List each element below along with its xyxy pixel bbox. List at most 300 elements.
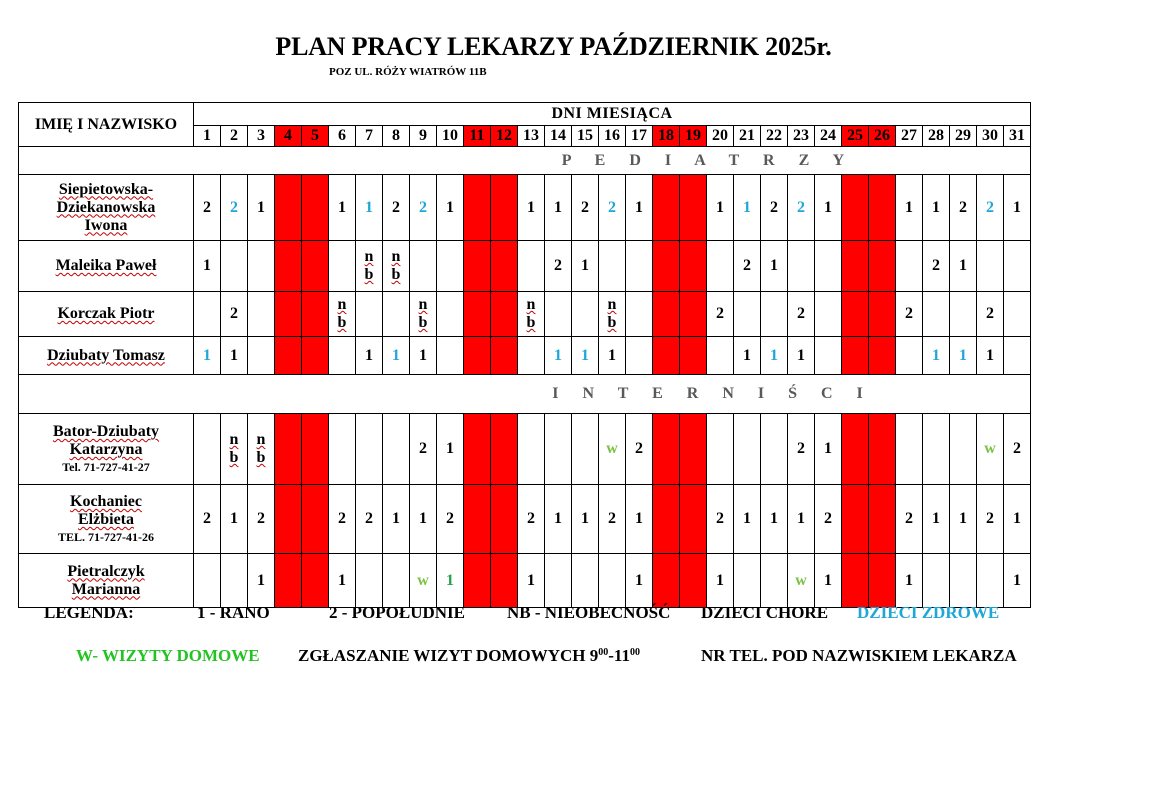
- shift-cell: [923, 175, 950, 241]
- shift-cell: [869, 292, 896, 337]
- doctor-row: [19, 337, 1031, 375]
- doctor-name-line: Dziubaty Tomasz: [47, 346, 165, 364]
- absence-letter-b: b: [607, 314, 617, 331]
- shift-cell: [383, 292, 410, 337]
- shift-cell: [410, 554, 437, 608]
- shift-cell: [275, 175, 302, 241]
- shift-cell: [464, 337, 491, 375]
- shift-value: 1: [203, 257, 211, 274]
- shift-cell: [950, 554, 977, 608]
- doctor-name-line: Katarzyna: [69, 441, 143, 458]
- day-number-7: 7: [356, 126, 383, 147]
- absence-letter-n: n: [229, 431, 239, 448]
- shift-value: 1: [770, 257, 778, 274]
- shift-cell: [545, 485, 572, 554]
- shift-cell: [248, 554, 275, 608]
- shift-cell: [1004, 337, 1031, 375]
- shift-value: 1: [932, 510, 940, 527]
- shift-cell: [761, 485, 788, 554]
- shift-cell: [410, 292, 437, 337]
- shift-cell: [734, 241, 761, 292]
- shift-cell: [1004, 241, 1031, 292]
- shift-cell: [518, 241, 545, 292]
- shift-cell: [788, 414, 815, 485]
- shift-cell: [923, 337, 950, 375]
- shift-cell: [356, 485, 383, 554]
- legend-row-2: [0, 646, 1152, 670]
- shift-cell: [977, 241, 1004, 292]
- shift-cell: [923, 554, 950, 608]
- day-number-13: 13: [518, 126, 545, 147]
- legend-sup-1: 00: [598, 647, 609, 658]
- day-number-15: 15: [572, 126, 599, 147]
- day-number-27: 27: [896, 126, 923, 147]
- shift-cell: [572, 337, 599, 375]
- shift-value: 1: [1013, 571, 1021, 589]
- shift-cell: [815, 175, 842, 241]
- shift-cell: [842, 241, 869, 292]
- shift-cell: [869, 241, 896, 292]
- shift-value: 1: [446, 440, 454, 457]
- shift-cell: [923, 485, 950, 554]
- shift-cell: [815, 292, 842, 337]
- name-column-header: IMIĘ I NAZWISKO: [19, 103, 194, 147]
- shift-cell: [626, 485, 653, 554]
- shift-cell: [437, 292, 464, 337]
- shift-cell: [410, 414, 437, 485]
- shift-value: w: [795, 571, 807, 589]
- doctor-name-line: Iwona: [84, 216, 128, 234]
- shift-cell: [383, 337, 410, 375]
- legend-zglaszanie-text: ZGŁASZANIE WIZYT DOMOWYCH 9: [298, 646, 599, 665]
- shift-value: 2: [986, 198, 994, 216]
- page-subtitle: POZ UL. RÓŻY WIATRÓW 11B: [329, 66, 487, 78]
- shift-cell: [491, 414, 518, 485]
- shift-cell: [329, 414, 356, 485]
- absence-letter-b: b: [256, 449, 266, 466]
- shift-cell: [815, 241, 842, 292]
- shift-value: 2: [770, 198, 778, 216]
- shift-cell: [626, 175, 653, 241]
- doctor-name: [19, 485, 194, 554]
- shift-cell: [734, 292, 761, 337]
- shift-cell: [410, 485, 437, 554]
- shift-cell: [545, 241, 572, 292]
- shift-cell: [221, 554, 248, 608]
- day-number-16: 16: [599, 126, 626, 147]
- day-number-19: 19: [680, 126, 707, 147]
- shift-cell: [896, 485, 923, 554]
- shift-cell: [410, 241, 437, 292]
- shift-cell: [491, 485, 518, 554]
- doctor-phone: TEL. 71-727-41-26: [58, 530, 154, 544]
- shift-cell: [464, 241, 491, 292]
- shift-cell: [437, 554, 464, 608]
- doctor-name: [19, 337, 194, 375]
- shift-cell: [572, 292, 599, 337]
- shift-value: 1: [743, 510, 751, 527]
- shift-cell: [302, 485, 329, 554]
- shift-value: 2: [716, 305, 724, 322]
- shift-cell: [356, 292, 383, 337]
- shift-cell: [950, 292, 977, 337]
- shift-cell: [194, 414, 221, 485]
- shift-cell: [626, 241, 653, 292]
- shift-cell: [194, 175, 221, 241]
- shift-cell: [626, 292, 653, 337]
- shift-cell: [572, 414, 599, 485]
- shift-cell: [761, 241, 788, 292]
- shift-cell: [356, 241, 383, 292]
- shift-value: 1: [824, 440, 832, 457]
- shift-cell: [950, 485, 977, 554]
- shift-cell: [599, 241, 626, 292]
- shift-cell: [221, 175, 248, 241]
- shift-cell: [572, 554, 599, 608]
- shift-cell: [626, 337, 653, 375]
- shift-cell: [383, 554, 410, 608]
- shift-cell: [923, 292, 950, 337]
- absence-mark: [329, 296, 355, 332]
- day-number-21: 21: [734, 126, 761, 147]
- shift-cell: [194, 554, 221, 608]
- shift-cell: [491, 175, 518, 241]
- legend-dzieci-zdrowe: DZIECI ZDROWE: [857, 603, 1000, 622]
- shift-cell: [383, 175, 410, 241]
- shift-cell: [950, 175, 977, 241]
- shift-cell: [761, 414, 788, 485]
- shift-value: 1: [797, 510, 805, 527]
- shift-cell: [329, 337, 356, 375]
- shift-cell: [680, 337, 707, 375]
- doctor-name-line: Marianna: [71, 580, 141, 598]
- shift-value: 2: [527, 510, 535, 527]
- shift-cell: [707, 554, 734, 608]
- shift-value: 1: [743, 346, 751, 364]
- shift-value: 2: [446, 510, 454, 527]
- absence-mark: [410, 296, 436, 332]
- shift-cell: [329, 175, 356, 241]
- shift-value: w: [984, 440, 996, 457]
- shift-cell: [707, 485, 734, 554]
- shift-cell: [788, 292, 815, 337]
- header-row: [19, 103, 1031, 126]
- day-number-10: 10: [437, 126, 464, 147]
- doctor-row: [19, 175, 1031, 241]
- shift-value: 1: [581, 346, 589, 364]
- shift-value: 2: [581, 198, 589, 216]
- shift-cell: [599, 554, 626, 608]
- shift-cell: [842, 337, 869, 375]
- shift-cell: [491, 337, 518, 375]
- absence-letter-n: n: [391, 248, 401, 265]
- shift-value: 2: [419, 198, 427, 216]
- shift-cell: [221, 241, 248, 292]
- day-number-6: 6: [329, 126, 356, 147]
- shift-value: 1: [554, 510, 562, 527]
- doctor-name: [19, 175, 194, 241]
- shift-cell: [761, 554, 788, 608]
- shift-cell: [815, 337, 842, 375]
- shift-value: 1: [203, 346, 211, 364]
- shift-value: 1: [797, 346, 805, 364]
- shift-value: 1: [905, 571, 913, 589]
- legend-wizyty-domowe: W- WIZYTY DOMOWE: [76, 646, 260, 665]
- shift-cell: [842, 485, 869, 554]
- shift-value: 2: [635, 440, 643, 457]
- shift-cell: [869, 337, 896, 375]
- shift-cell: [491, 554, 518, 608]
- doctor-name-line: Maleika Paweł: [55, 257, 157, 274]
- doctor-row: [19, 554, 1031, 608]
- shift-value: 1: [1013, 198, 1021, 216]
- shift-value: 1: [986, 346, 994, 364]
- shift-cell: [518, 292, 545, 337]
- shift-value: 1: [1013, 510, 1021, 527]
- shift-cell: [383, 485, 410, 554]
- shift-value: 1: [824, 198, 832, 216]
- shift-cell: [518, 485, 545, 554]
- day-number-5: 5: [302, 126, 329, 147]
- shift-value: 1: [905, 198, 913, 216]
- shift-cell: [680, 414, 707, 485]
- absence-letter-n: n: [607, 296, 617, 313]
- shift-value: 1: [716, 571, 724, 589]
- shift-cell: [977, 554, 1004, 608]
- shift-cell: [950, 414, 977, 485]
- shift-value: 1: [932, 346, 940, 364]
- shift-cell: [545, 175, 572, 241]
- absence-mark: [248, 431, 274, 467]
- shift-value: 2: [824, 510, 832, 527]
- day-number-14: 14: [545, 126, 572, 147]
- shift-cell: [1004, 485, 1031, 554]
- shift-cell: [653, 414, 680, 485]
- shift-cell: [977, 337, 1004, 375]
- shift-cell: [464, 292, 491, 337]
- shift-cell: [545, 414, 572, 485]
- shift-cell: [329, 241, 356, 292]
- shift-value: 1: [419, 346, 427, 364]
- shift-cell: [356, 554, 383, 608]
- shift-cell: [896, 175, 923, 241]
- shift-cell: [491, 292, 518, 337]
- doctor-phone: Tel. 71-727-41-27: [62, 460, 150, 474]
- shift-cell: [707, 175, 734, 241]
- day-number-20: 20: [707, 126, 734, 147]
- shift-cell: [383, 414, 410, 485]
- shift-value: 1: [554, 198, 562, 216]
- shift-cell: [221, 292, 248, 337]
- shift-cell: [815, 554, 842, 608]
- shift-cell: [437, 485, 464, 554]
- shift-value: 1: [959, 346, 967, 364]
- day-number-9: 9: [410, 126, 437, 147]
- shift-cell: [464, 175, 491, 241]
- shift-cell: [896, 292, 923, 337]
- shift-value: 1: [365, 346, 373, 364]
- shift-cell: [194, 292, 221, 337]
- shift-value: 1: [257, 571, 265, 589]
- shift-cell: [734, 554, 761, 608]
- shift-cell: [302, 414, 329, 485]
- shift-cell: [977, 175, 1004, 241]
- shift-value: 2: [716, 510, 724, 527]
- doctor-name-line: Korczak Piotr: [57, 305, 155, 322]
- day-number-1: 1: [194, 126, 221, 147]
- doctor-name: [19, 554, 194, 608]
- shift-cell: [1004, 554, 1031, 608]
- shift-cell: [869, 554, 896, 608]
- doctor-name-line: Dziekanowska: [56, 198, 156, 216]
- shift-cell: [383, 241, 410, 292]
- shift-value: 2: [554, 257, 562, 274]
- shift-cell: [275, 485, 302, 554]
- shift-cell: [275, 414, 302, 485]
- shift-cell: [491, 241, 518, 292]
- shift-value: 2: [797, 198, 805, 216]
- shift-cell: [815, 485, 842, 554]
- doctor-name-line: Bator-Dziubaty: [52, 423, 160, 440]
- shift-value: 1: [824, 571, 832, 589]
- day-number-25: 25: [842, 126, 869, 147]
- shift-cell: [437, 414, 464, 485]
- shift-value: 2: [257, 510, 265, 527]
- shift-cell: [221, 337, 248, 375]
- shift-value: 1: [635, 571, 643, 589]
- shift-cell: [869, 414, 896, 485]
- shift-cell: [248, 485, 275, 554]
- shift-cell: [788, 554, 815, 608]
- shift-value: 1: [365, 198, 373, 216]
- shift-cell: [626, 554, 653, 608]
- shift-cell: [302, 292, 329, 337]
- shift-value: 1: [527, 571, 535, 589]
- absence-letter-b: b: [337, 314, 347, 331]
- shift-cell: [680, 175, 707, 241]
- shift-value: 1: [635, 198, 643, 216]
- legend-rano: 1 - RANO: [197, 603, 270, 622]
- shift-value: 1: [770, 346, 778, 364]
- shift-cell: [842, 554, 869, 608]
- shift-value: 2: [797, 305, 805, 322]
- day-number-18: 18: [653, 126, 680, 147]
- shift-cell: [248, 292, 275, 337]
- day-number-4: 4: [275, 126, 302, 147]
- shift-cell: [653, 554, 680, 608]
- shift-cell: [707, 337, 734, 375]
- shift-value: 1: [338, 571, 346, 589]
- shift-value: 1: [635, 510, 643, 527]
- shift-cell: [599, 175, 626, 241]
- day-number-8: 8: [383, 126, 410, 147]
- shift-cell: [1004, 292, 1031, 337]
- shift-value: 1: [230, 346, 238, 364]
- shift-cell: [194, 241, 221, 292]
- shift-value: 2: [365, 510, 373, 527]
- shift-value: 1: [743, 198, 751, 216]
- page-title: PLAN PRACY LEKARZY PAŹDZIERNIK 2025r.: [275, 32, 832, 61]
- day-number-24: 24: [815, 126, 842, 147]
- shift-cell: [977, 485, 1004, 554]
- shift-cell: [707, 414, 734, 485]
- absence-letter-b: b: [418, 314, 428, 331]
- doctor-name-line: Elżbieta: [78, 511, 134, 528]
- shift-value: 1: [392, 346, 400, 364]
- shift-cell: [1004, 414, 1031, 485]
- doctor-name: [19, 241, 194, 292]
- day-number-22: 22: [761, 126, 788, 147]
- section-row: [19, 375, 1031, 414]
- shift-cell: [923, 241, 950, 292]
- shift-cell: [464, 554, 491, 608]
- shift-value: 1: [527, 198, 535, 216]
- shift-value: 1: [419, 510, 427, 527]
- shift-cell: [626, 414, 653, 485]
- shift-cell: [572, 175, 599, 241]
- shift-cell: [302, 241, 329, 292]
- absence-mark: [383, 248, 409, 284]
- shift-value: 2: [1013, 440, 1021, 457]
- shift-cell: [437, 337, 464, 375]
- shift-cell: [842, 414, 869, 485]
- shift-value: 2: [419, 440, 427, 457]
- shift-value: 2: [338, 510, 346, 527]
- shift-cell: [275, 241, 302, 292]
- shift-value: 2: [392, 198, 400, 216]
- day-number-28: 28: [923, 126, 950, 147]
- legend-sup-2: 00: [629, 647, 640, 658]
- legend-dzieci-chore: DZIECI CHORE: [701, 603, 829, 622]
- shift-value: 2: [797, 440, 805, 457]
- shift-cell: [302, 554, 329, 608]
- shift-cell: [545, 292, 572, 337]
- shift-cell: [221, 485, 248, 554]
- doctor-name: [19, 292, 194, 337]
- shift-cell: [275, 337, 302, 375]
- shift-cell: [761, 175, 788, 241]
- shift-cell: [437, 175, 464, 241]
- shift-cell: [653, 175, 680, 241]
- shift-value: 2: [743, 257, 751, 274]
- shift-cell: [518, 414, 545, 485]
- doctor-name-line: Siepietowska-: [58, 180, 154, 198]
- absence-letter-b: b: [526, 314, 536, 331]
- shift-cell: [572, 485, 599, 554]
- shift-cell: [545, 554, 572, 608]
- shift-cell: [464, 414, 491, 485]
- shift-cell: [518, 554, 545, 608]
- doctor-row: [19, 414, 1031, 485]
- shift-cell: [599, 414, 626, 485]
- shift-value: 1: [338, 198, 346, 216]
- shift-cell: [248, 337, 275, 375]
- absence-letter-n: n: [337, 296, 347, 313]
- shift-value: 1: [230, 510, 238, 527]
- shift-cell: [464, 485, 491, 554]
- absence-letter-b: b: [391, 266, 401, 283]
- shift-cell: [869, 175, 896, 241]
- shift-cell: [653, 241, 680, 292]
- shift-cell: [842, 175, 869, 241]
- day-number-30: 30: [977, 126, 1004, 147]
- shift-value: 1: [581, 510, 589, 527]
- day-number-17: 17: [626, 126, 653, 147]
- section-row: [19, 147, 1031, 175]
- shift-cell: [896, 554, 923, 608]
- shift-cell: [680, 485, 707, 554]
- shift-cell: [329, 292, 356, 337]
